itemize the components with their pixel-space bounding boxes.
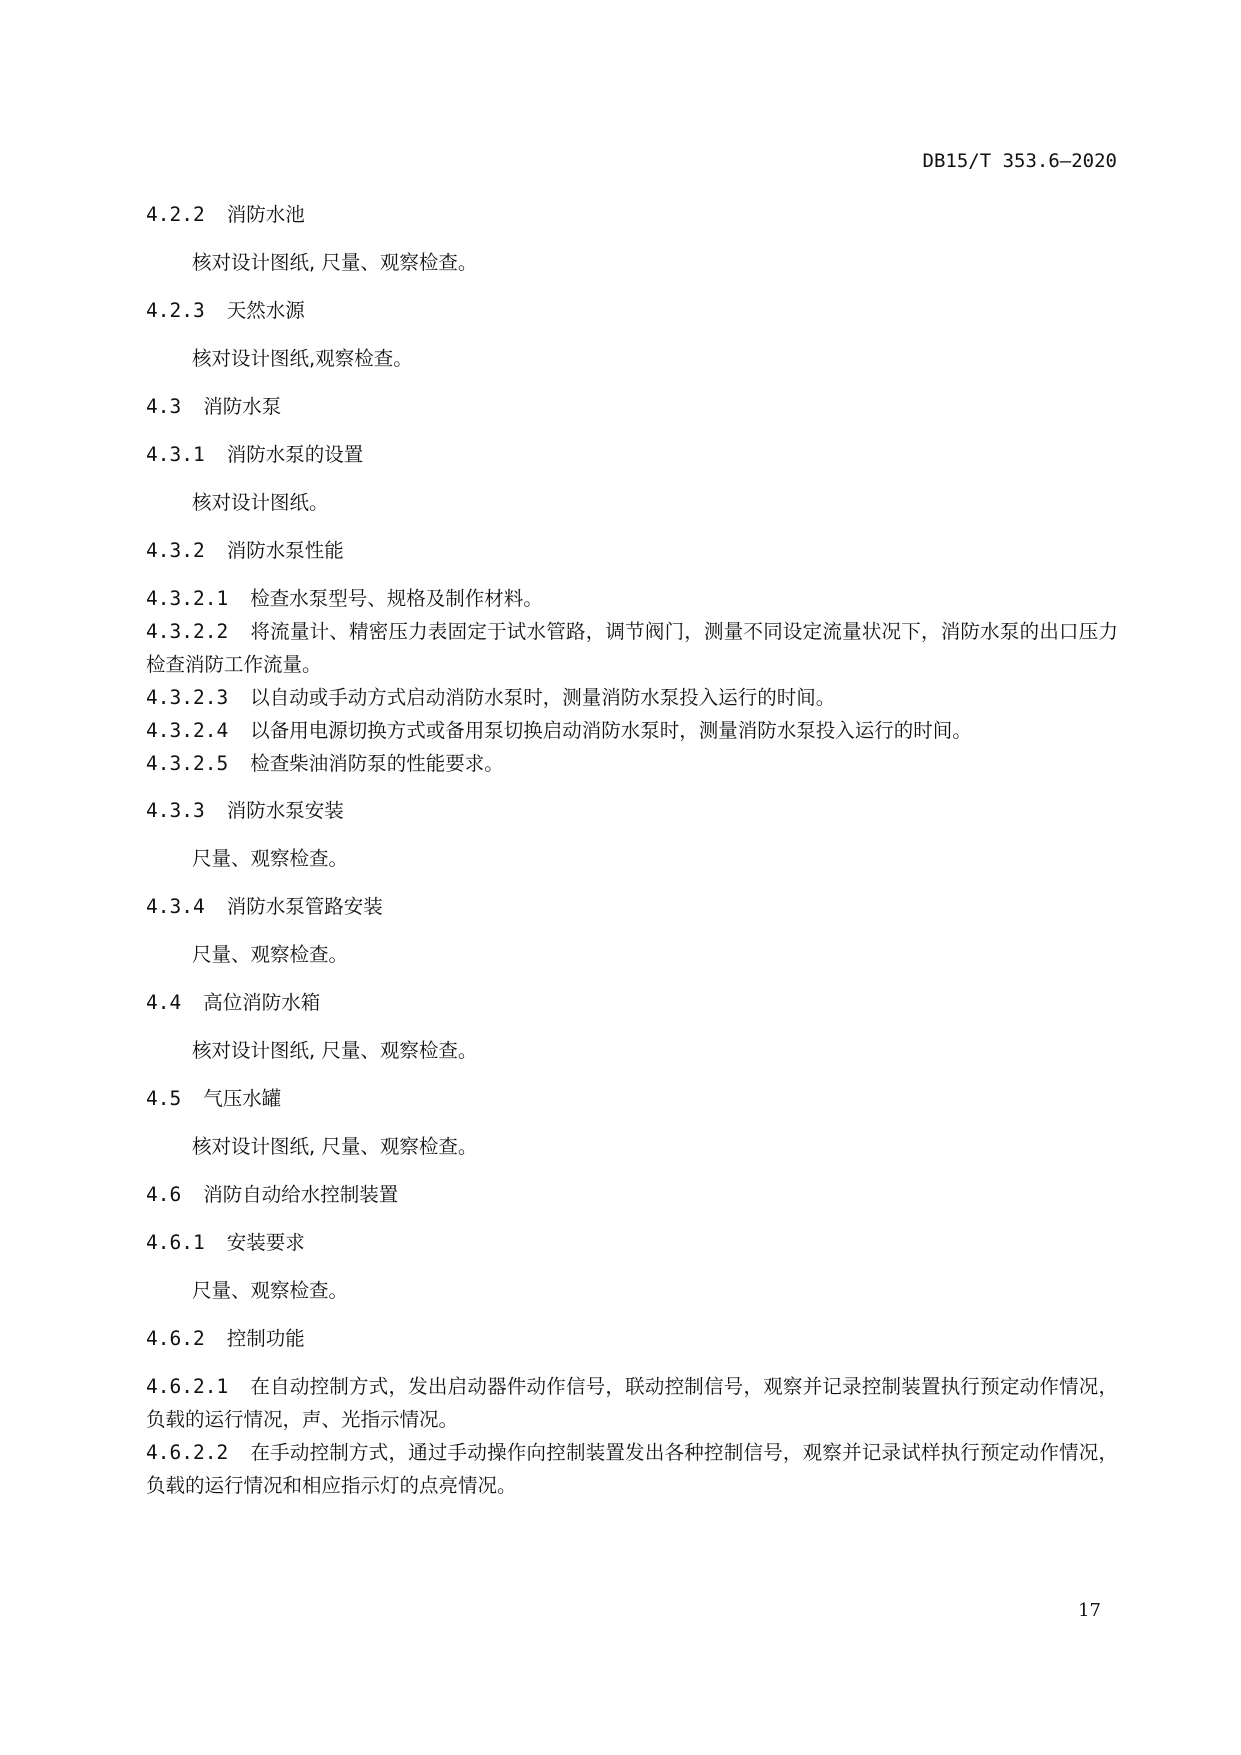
- section-title: 气压水罐: [203, 1087, 282, 1110]
- section-number: 4.3.3: [146, 799, 205, 822]
- clause-4-3-2-1: [146, 582, 1118, 615]
- section-number: 4.4: [146, 991, 182, 1014]
- clause-4-6-2-1: [146, 1370, 1118, 1436]
- clause-number: 4.3.2.2: [146, 620, 229, 643]
- clause-text: 检查水泵型号、规格及制作材料。: [250, 587, 543, 610]
- section-heading-4-6-1: [146, 1226, 1118, 1260]
- page-number: 17: [1078, 1600, 1101, 1621]
- section-title: 消防水泵性能: [226, 539, 344, 562]
- section-number: 4.3.2: [146, 539, 205, 562]
- section-number: 4.3: [146, 395, 182, 418]
- section-heading-4-3-1: [146, 438, 1118, 472]
- document-content: [146, 198, 1118, 1502]
- section-body-4-6-1: 尺量、观察检查。: [192, 1279, 349, 1302]
- clause-number: 4.6.2.2: [146, 1441, 229, 1464]
- section-title: 消防水泵: [203, 395, 282, 418]
- section-title: 安装要求: [226, 1231, 305, 1254]
- section-number: 4.6.1: [146, 1231, 205, 1254]
- section-number: 4.3.1: [146, 443, 205, 466]
- clause-text: 检查柴油消防泵的性能要求。: [250, 752, 504, 775]
- document-code: DB15/T 353.6—2020: [922, 150, 1117, 172]
- clause-4-6-2-2: [146, 1436, 1118, 1502]
- clause-text: 以自动或手动方式启动消防水泵时，测量消防水泵投入运行的时间。: [250, 686, 836, 709]
- section-number: 4.2.3: [146, 299, 205, 322]
- clause-number: 4.3.2.4: [146, 719, 229, 742]
- clause-number: 4.3.2.3: [146, 686, 229, 709]
- section-body-4-2-3: 核对设计图纸,观察检查。: [192, 347, 413, 370]
- clause-number: 4.3.2.1: [146, 587, 229, 610]
- section-title: 控制功能: [226, 1327, 305, 1350]
- clause-4-3-2-3: [146, 681, 1118, 714]
- section-heading-4-3-3: [146, 794, 1118, 828]
- section-number: 4.6: [146, 1183, 182, 1206]
- clause-text: 以备用电源切换方式或备用泵切换启动消防水泵时，测量消防水泵投入运行的时间。: [250, 719, 972, 742]
- section-body-4-3-4: 尺量、观察检查。: [192, 943, 349, 966]
- section-number: 4.3.4: [146, 895, 205, 918]
- section-number: 4.2.2: [146, 203, 205, 226]
- section-heading-4-5: [146, 1082, 1118, 1116]
- section-body-4-5: 核对设计图纸, 尺量、观察检查。: [192, 1135, 478, 1158]
- section-title: 消防水泵安装: [226, 799, 344, 822]
- section-heading-4-3: [146, 390, 1118, 424]
- section-number: 4.5: [146, 1087, 182, 1110]
- section-title: 消防水池: [226, 203, 305, 226]
- clause-4-3-2-2: [146, 615, 1118, 681]
- section-title: 消防自动给水控制装置: [203, 1183, 399, 1206]
- section-title: 消防水泵管路安装: [226, 895, 383, 918]
- section-body-4-3-3: 尺量、观察检查。: [192, 847, 349, 870]
- section-heading-4-6: [146, 1178, 1118, 1212]
- clause-text: 在手动控制方式，通过手动操作向控制装置发出各种控制信号，观察并记录试样执行预定动作情况，负载的运行情况和相应指示灯的点亮情况。: [146, 1441, 1118, 1497]
- section-number: 4.6.2: [146, 1327, 205, 1350]
- clause-text: 在自动控制方式，发出启动器件动作信号，联动控制信号，观察并记录控制装置执行预定动作情况，负载的运行情况，声、光指示情况。: [146, 1375, 1118, 1431]
- clause-text: 将流量计、精密压力表固定于试水管路，调节阀门，测量不同设定流量状况下，消防水泵的出口压力检查消防工作流量。: [146, 620, 1118, 676]
- section-heading-4-6-2: [146, 1322, 1118, 1356]
- section-heading-4-3-4: [146, 890, 1118, 924]
- clause-number: 4.3.2.5: [146, 752, 229, 775]
- section-heading-4-2-2: [146, 198, 1118, 232]
- section-heading-4-4: [146, 986, 1118, 1020]
- section-heading-4-3-2: [146, 534, 1118, 568]
- section-body-4-4: 核对设计图纸, 尺量、观察检查。: [192, 1039, 478, 1062]
- section-heading-4-2-3: [146, 294, 1118, 328]
- clause-number: 4.6.2.1: [146, 1375, 229, 1398]
- section-title: 天然水源: [226, 299, 305, 322]
- section-body-4-2-2: 核对设计图纸, 尺量、观察检查。: [192, 251, 478, 274]
- clause-4-3-2-5: [146, 747, 1118, 780]
- clause-4-3-2-4: [146, 714, 1118, 747]
- section-title: 消防水泵的设置: [226, 443, 364, 466]
- section-title: 高位消防水箱: [203, 991, 321, 1014]
- section-body-4-3-1: 核对设计图纸。: [192, 491, 329, 514]
